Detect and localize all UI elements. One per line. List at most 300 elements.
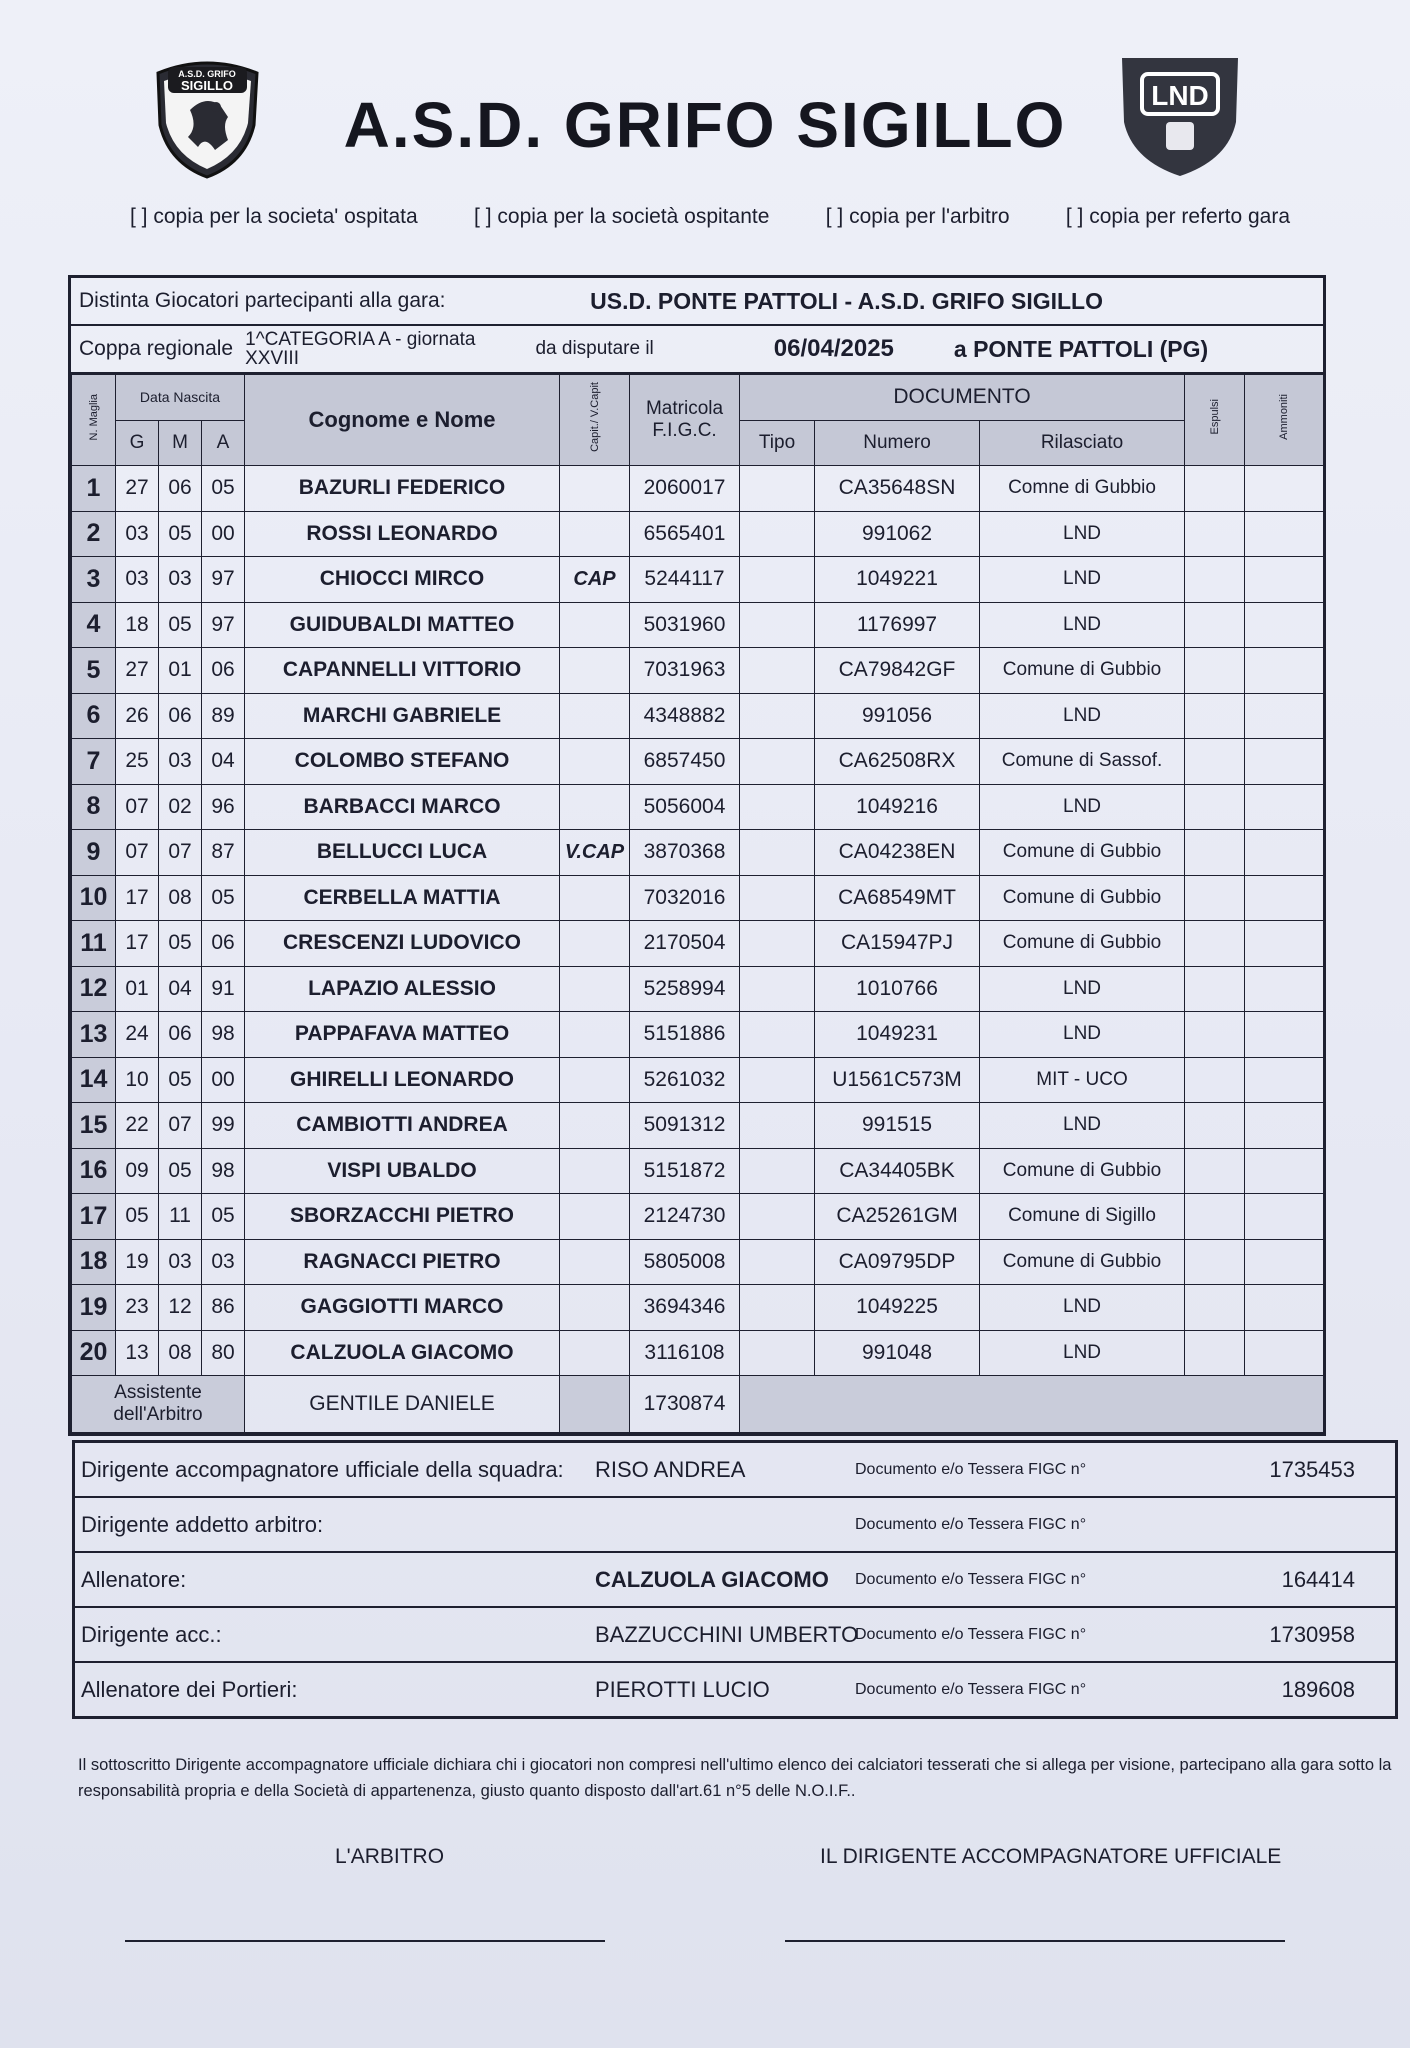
jersey-number: 11 [72,921,116,967]
document-issuer: LND [980,693,1185,739]
ammoniti-cell [1245,648,1324,694]
jersey-number: 2 [72,511,116,557]
ammoniti-cell [1245,602,1324,648]
birth-year: 87 [202,830,245,876]
staff-doc-label: Documento e/o Tessera FIGC n° [855,1680,1087,1698]
birth-month: 06 [159,693,202,739]
signature-label-dirigente: IL DIRIGENTE ACCOMPAGNATORE UFFICIALE [820,1845,1282,1868]
header-m: M [159,420,202,466]
figc-matricola: 2170504 [630,921,740,967]
document-number: 991062 [815,511,980,557]
player-name: CRESCENZI LUDOVICO [245,921,560,967]
player-name: ROSSI LEONARDO [245,511,560,557]
header-g: G [116,420,159,466]
table-row [72,1239,1324,1285]
staff-section [72,1440,1398,1719]
ammoniti-cell [1245,966,1324,1012]
staff-doc-label: Documento e/o Tessera FIGC n° [855,1515,1087,1533]
assistente-label: Assistente dell'Arbitro [72,1376,245,1433]
espulsi-cell [1185,693,1245,739]
staff-doc-number: 1735453 [1269,1456,1355,1482]
document-number: 1049225 [815,1285,980,1331]
figc-matricola: 5031960 [630,602,740,648]
document-issuer: LND [980,557,1185,603]
birth-year: 05 [202,466,245,512]
document-type [740,1057,815,1103]
document-number: CA04238EN [815,830,980,876]
birth-day: 23 [116,1285,159,1331]
birth-year: 97 [202,602,245,648]
captain-mark [560,466,630,512]
header-rilasciato: Rilasciato [980,420,1185,466]
figc-matricola: 5244117 [630,557,740,603]
document-issuer: LND [980,602,1185,648]
espulsi-cell [1185,1148,1245,1194]
birth-month: 05 [159,921,202,967]
document-number: 1010766 [815,966,980,1012]
document-number: CA35648SN [815,466,980,512]
players-sheet [68,275,1326,1436]
espulsi-cell [1185,466,1245,512]
signature-label-arbitro: L'ARBITRO [335,1845,445,1868]
birth-day: 17 [116,921,159,967]
figc-matricola: 2124730 [630,1194,740,1240]
birth-year: 80 [202,1330,245,1376]
document-issuer: Comune di Sassof. [980,739,1185,785]
table-row [72,557,1324,603]
espulsi-cell [1185,875,1245,921]
players-body [72,466,1324,1376]
table-row [72,693,1324,739]
player-name: GHIRELLI LEONARDO [245,1057,560,1103]
birth-month: 03 [159,557,202,603]
staff-doc-label: Documento e/o Tessera FIGC n° [855,1570,1087,1588]
ammoniti-cell [1245,557,1324,603]
header-tipo: Tipo [740,420,815,466]
birth-month: 05 [159,1057,202,1103]
staff-name: RISO ANDREA [595,1456,746,1482]
jersey-number: 1 [72,466,116,512]
ammoniti-cell [1245,693,1324,739]
jersey-number: 6 [72,693,116,739]
assistente-row [72,1376,1324,1433]
signature-line-arbitro [125,1940,605,1942]
staff-doc-number: 164414 [1281,1566,1355,1592]
espulsi-cell [1185,830,1245,876]
assistente-document-cell [740,1376,1324,1433]
table-row [72,921,1324,967]
birth-day: 07 [116,830,159,876]
birth-month: 06 [159,466,202,512]
figc-matricola: 3870368 [630,830,740,876]
birth-day: 22 [116,1103,159,1149]
table-row [72,602,1324,648]
birth-year: 86 [202,1285,245,1331]
birth-year: 03 [202,1239,245,1285]
match-row [71,278,1323,326]
birth-month: 06 [159,1012,202,1058]
birth-day: 19 [116,1239,159,1285]
header-documento: DOCUMENTO [740,375,1185,421]
distinta-label: Distinta Giocatori partecipanti alla gara: [79,289,446,312]
ammoniti-cell [1245,784,1324,830]
copy-option-arbitro: [ ] copia per l'arbitro [825,205,1010,228]
espulsi-cell [1185,602,1245,648]
birth-year: 99 [202,1103,245,1149]
document-issuer: Comune di Gubbio [980,1239,1185,1285]
ammoniti-cell [1245,921,1324,967]
birth-month: 03 [159,1239,202,1285]
staff-role: Dirigente accompagnatore ufficiale della squadra: [81,1456,564,1482]
copy-option-ospitante: [ ] copia per la società ospitante [474,205,770,228]
document-number: CA34405BK [815,1148,980,1194]
birth-month: 05 [159,511,202,557]
document-type [740,693,815,739]
document-issuer: LND [980,1330,1185,1376]
staff-row [75,1608,1395,1663]
ammoniti-cell [1245,1103,1324,1149]
ammoniti-cell [1245,1239,1324,1285]
captain-mark [560,1330,630,1376]
ammoniti-cell [1245,875,1324,921]
figc-matricola: 7032016 [630,875,740,921]
jersey-number: 12 [72,966,116,1012]
document-type [740,602,815,648]
birth-day: 03 [116,557,159,603]
copy-options [130,205,1290,229]
document-type [740,921,815,967]
staff-row [75,1498,1395,1553]
birth-day: 27 [116,466,159,512]
table-row [72,1103,1324,1149]
espulsi-cell [1185,966,1245,1012]
document-number: CA25261GM [815,1194,980,1240]
figc-matricola: 5151872 [630,1148,740,1194]
birth-year: 00 [202,511,245,557]
player-name: CAPANNELLI VITTORIO [245,648,560,694]
document-type [740,511,815,557]
staff-doc-number: 189608 [1281,1676,1355,1702]
logo-top-text: A.S.D. GRIFO [178,69,236,79]
jersey-number: 16 [72,1148,116,1194]
document-issuer: Comune di Sigillo [980,1194,1185,1240]
document-type [740,648,815,694]
staff-doc-number: 1730958 [1269,1621,1355,1647]
jersey-number: 7 [72,739,116,785]
table-row [72,648,1324,694]
staff-doc-label: Documento e/o Tessera FIGC n° [855,1460,1087,1478]
birth-month: 01 [159,648,202,694]
document-issuer: LND [980,511,1185,557]
signature-line-dirigente [785,1940,1285,1942]
document-type [740,1330,815,1376]
ammoniti-cell [1245,1057,1324,1103]
birth-month: 05 [159,1148,202,1194]
figc-matricola: 3116108 [630,1330,740,1376]
document-number: U1561C573M [815,1057,980,1103]
figc-matricola: 3694346 [630,1285,740,1331]
birth-year: 06 [202,921,245,967]
captain-mark [560,921,630,967]
staff-row [75,1443,1395,1498]
table-row [72,466,1324,512]
player-name: BAZURLI FEDERICO [245,466,560,512]
espulsi-cell [1185,1057,1245,1103]
assistente-capit-cell [560,1376,630,1433]
captain-mark [560,966,630,1012]
staff-row [75,1553,1395,1608]
captain-mark [560,1285,630,1331]
figc-matricola: 4348882 [630,693,740,739]
birth-day: 18 [116,602,159,648]
player-name: SBORZACCHI PIETRO [245,1194,560,1240]
espulsi-cell [1185,648,1245,694]
table-row [72,875,1324,921]
captain-mark [560,739,630,785]
espulsi-cell [1185,1330,1245,1376]
birth-day: 26 [116,693,159,739]
figc-matricola: 5151886 [630,1012,740,1058]
staff-name: CALZUOLA GIACOMO [595,1566,829,1592]
birth-month: 02 [159,784,202,830]
birth-day: 13 [116,1330,159,1376]
table-row [72,1148,1324,1194]
birth-year: 05 [202,1194,245,1240]
jersey-number: 14 [72,1057,116,1103]
document-number: CA79842GF [815,648,980,694]
staff-role: Dirigente acc.: [81,1621,222,1647]
header-a: A [202,420,245,466]
header-n-maglia: N. Maglia [72,375,116,466]
birth-month: 08 [159,1330,202,1376]
captain-mark [560,1239,630,1285]
copy-option-referto: [ ] copia per referto gara [1065,205,1290,228]
jersey-number: 3 [72,557,116,603]
birth-year: 98 [202,1012,245,1058]
document-type [740,1239,815,1285]
player-name: LAPAZIO ALESSIO [245,966,560,1012]
jersey-number: 8 [72,784,116,830]
birth-month: 12 [159,1285,202,1331]
jersey-number: 20 [72,1330,116,1376]
birth-day: 27 [116,648,159,694]
birth-day: 01 [116,966,159,1012]
declaration-text: Il sottoscritto Dirigente accompagnatore ufficiale dichiara chi i giocatori non compresi nell'ultimo elenco dei calciatori tesserati che si allega per visione, partecipano alla gara sotto la responsabilità propria e della Società di appartenenza, giusto quanto disposto dall'art.61 n°5 delle N.O.I.F.. [78,1756,1392,1800]
copy-option-ospitata: [ ] copia per la societa' ospitata [130,205,418,228]
captain-mark [560,648,630,694]
document-number: CA09795DP [815,1239,980,1285]
table-row [72,1330,1324,1376]
table-row [72,784,1324,830]
figc-matricola: 6565401 [630,511,740,557]
assistente-matricola: 1730874 [630,1376,740,1433]
birth-day: 07 [116,784,159,830]
captain-mark [560,1148,630,1194]
birth-day: 05 [116,1194,159,1240]
captain-mark [560,511,630,557]
espulsi-cell [1185,921,1245,967]
table-row [72,739,1324,785]
birth-year: 89 [202,693,245,739]
captain-mark [560,1057,630,1103]
figc-matricola: 6857450 [630,739,740,785]
document-type [740,1194,815,1240]
document-number: CA68549MT [815,875,980,921]
document-issuer: LND [980,784,1185,830]
captain-mark: CAP [560,557,630,603]
player-name: CHIOCCI MIRCO [245,557,560,603]
header-ammoniti: Ammoniti [1245,375,1324,466]
document-type [740,1012,815,1058]
document-issuer: Comune di Gubbio [980,648,1185,694]
document-type [740,875,815,921]
table-row [72,511,1324,557]
header-espulsi: Espulsi [1185,375,1245,466]
page-title: A.S.D. GRIFO SIGILLO [343,89,1067,161]
ammoniti-cell [1245,511,1324,557]
espulsi-cell [1185,1012,1245,1058]
ammoniti-cell [1245,466,1324,512]
document-type [740,784,815,830]
espulsi-cell [1185,1239,1245,1285]
player-name: BELLUCCI LUCA [245,830,560,876]
captain-mark [560,1103,630,1149]
jersey-number: 9 [72,830,116,876]
table-row [72,966,1324,1012]
espulsi-cell [1185,557,1245,603]
birth-year: 96 [202,784,245,830]
table-row [72,1194,1324,1240]
staff-name: PIEROTTI LUCIO [595,1676,770,1702]
jersey-number: 13 [72,1012,116,1058]
jersey-number: 15 [72,1103,116,1149]
staff-role: Dirigente addetto arbitro: [81,1511,324,1537]
ammoniti-cell [1245,1148,1324,1194]
espulsi-cell [1185,1194,1245,1240]
jersey-number: 4 [72,602,116,648]
document-issuer: Comune di Gubbio [980,921,1185,967]
birth-year: 97 [202,557,245,603]
table-row [72,1285,1324,1331]
jersey-number: 18 [72,1239,116,1285]
player-name: CERBELLA MATTIA [245,875,560,921]
ammoniti-cell [1245,830,1324,876]
staff-row [75,1663,1395,1716]
espulsi-cell [1185,1285,1245,1331]
figc-matricola: 7031963 [630,648,740,694]
match-teams: US.D. PONTE PATTOLI - A.S.D. GRIFO SIGILLO [590,287,1103,314]
espulsi-cell [1185,1103,1245,1149]
document-issuer: Comne di Gubbio [980,466,1185,512]
figc-matricola: 5805008 [630,1239,740,1285]
jersey-number: 10 [72,875,116,921]
birth-day: 10 [116,1057,159,1103]
ammoniti-cell [1245,1012,1324,1058]
giornata-number: XXVIII [245,348,299,369]
document-type [740,1103,815,1149]
player-name: COLOMBO STEFANO [245,739,560,785]
birth-day: 09 [116,1148,159,1194]
document-issuer: LND [980,1285,1185,1331]
player-name: PAPPAFAVA MATTEO [245,1012,560,1058]
birth-day: 17 [116,875,159,921]
birth-month: 04 [159,966,202,1012]
figc-matricola: 5261032 [630,1057,740,1103]
birth-month: 07 [159,830,202,876]
player-name: VISPI UBALDO [245,1148,560,1194]
ammoniti-cell [1245,1330,1324,1376]
captain-mark [560,784,630,830]
captain-mark: V.CAP [560,830,630,876]
document-number: 1049221 [815,557,980,603]
birth-month: 07 [159,1103,202,1149]
header-data-nascita: Data Nascita [116,375,245,421]
document-type [740,739,815,785]
document-number: 991048 [815,1330,980,1376]
birth-year: 05 [202,875,245,921]
player-name: GAGGIOTTI MARCO [245,1285,560,1331]
document-type [740,1148,815,1194]
lnd-logo-text: LND [1151,80,1209,111]
captain-mark [560,693,630,739]
captain-mark [560,1194,630,1240]
category-text: 1^CATEGORIA A - giornata [245,329,476,350]
match-date: 06/04/2025 [773,335,894,362]
jersey-number: 17 [72,1194,116,1240]
espulsi-cell [1185,739,1245,785]
birth-year: 98 [202,1148,245,1194]
table-row [72,1057,1324,1103]
ammoniti-cell [1245,1194,1324,1240]
document-number: 991515 [815,1103,980,1149]
document-type [740,557,815,603]
player-name: RAGNACCI PIETRO [245,1239,560,1285]
birth-year: 04 [202,739,245,785]
category [245,330,475,368]
espulsi-cell [1185,511,1245,557]
birth-month: 05 [159,602,202,648]
table-row [72,1012,1324,1058]
player-name: CALZUOLA GIACOMO [245,1330,560,1376]
document-number: 1049231 [815,1012,980,1058]
document-type [740,466,815,512]
birth-year: 91 [202,966,245,1012]
jersey-number: 19 [72,1285,116,1331]
document-type [740,966,815,1012]
figc-matricola: 2060017 [630,466,740,512]
logo-main-text: SIGILLO [181,78,233,93]
figc-matricola: 5056004 [630,784,740,830]
birth-year: 00 [202,1057,245,1103]
header-capit: Capit./ V.Capit [560,375,630,466]
espulsi-cell [1185,784,1245,830]
document-number: CA15947PJ [815,921,980,967]
birth-month: 08 [159,875,202,921]
staff-role: Allenatore dei Portieri: [81,1676,298,1702]
player-name: MARCHI GABRIELE [245,693,560,739]
birth-day: 03 [116,511,159,557]
document-issuer: Comune di Gubbio [980,875,1185,921]
birth-month: 11 [159,1194,202,1240]
document-issuer: MIT - UCO [980,1057,1185,1103]
staff-role: Allenatore: [81,1566,187,1592]
birth-year: 06 [202,648,245,694]
table-row [72,830,1324,876]
player-name: BARBACCI MARCO [245,784,560,830]
captain-mark [560,875,630,921]
header-cognome-nome: Cognome e Nome [245,375,560,466]
match-place: a PONTE PATTOLI (PG) [953,335,1209,362]
